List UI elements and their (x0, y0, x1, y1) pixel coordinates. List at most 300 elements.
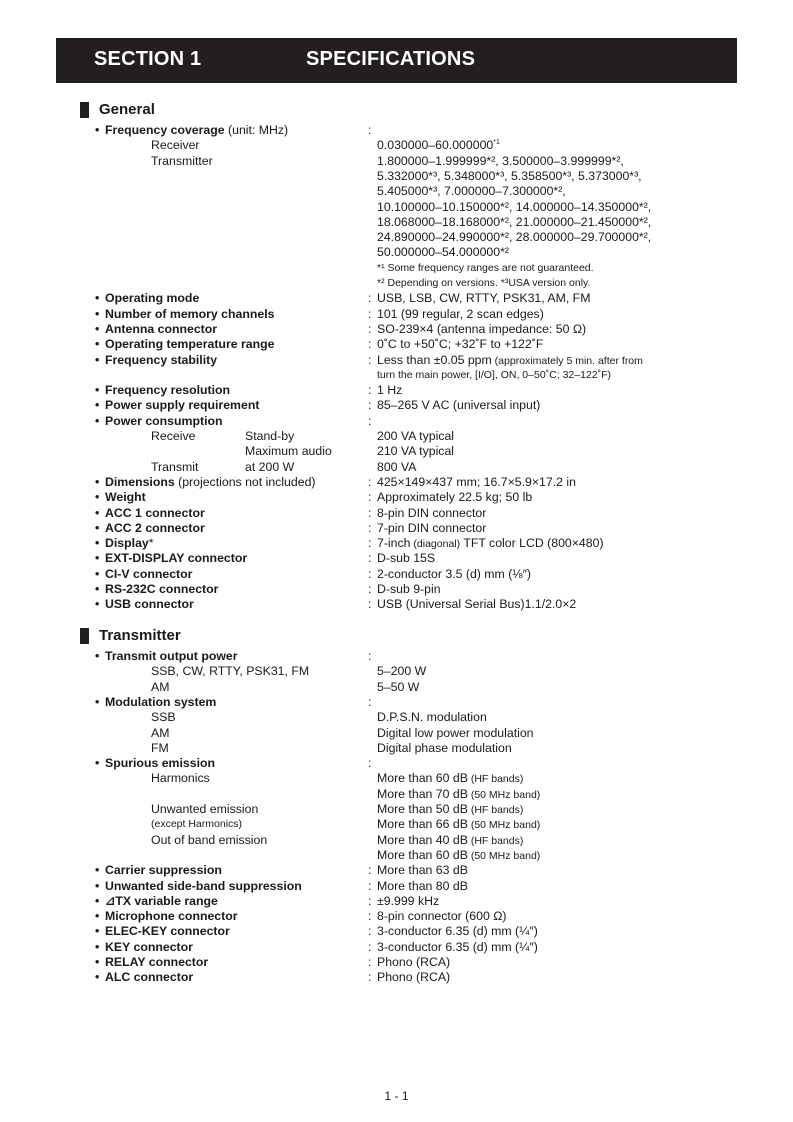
spec-label (105, 291, 199, 306)
spec-row (0, 398, 793, 413)
spec-value-text: More than 60 dB (377, 847, 468, 862)
section-heading-text: Transmitter (99, 627, 181, 644)
spec-value-text: 5.405000*³, 7.000000–7.300000*², (377, 184, 566, 199)
spec-row (0, 787, 793, 802)
spec-row (0, 444, 793, 459)
spec-label-text: Modulation system (105, 694, 217, 709)
spec-colon: : (368, 909, 372, 924)
spec-value (377, 230, 651, 245)
spec-row (0, 817, 793, 832)
spec-row (0, 664, 793, 679)
bullet-marker: • (95, 551, 100, 566)
spec-sub-label-2: at 200 W (245, 459, 295, 474)
spec-value-text: Phono (RCA) (377, 970, 451, 985)
spec-sub-label: (except Harmonics) (151, 818, 243, 831)
spec-value (377, 817, 540, 833)
bullet-marker: • (95, 582, 100, 596)
spec-label-text: ELEC-KEY connector (105, 924, 230, 939)
spec-sub-label-2: Maximum audio (245, 444, 332, 459)
spec-label (105, 924, 230, 939)
spec-value (377, 940, 538, 955)
spec-value-text: D.P.S.N. modulation (377, 710, 487, 725)
spec-label (105, 955, 208, 970)
bullet-marker: • (95, 536, 100, 551)
spec-value-text: Digital phase modulation (377, 740, 512, 755)
spec-value-text: 5–200 W (377, 664, 427, 679)
bullet-marker: • (95, 337, 100, 352)
bullet-marker: • (95, 383, 100, 398)
spec-value-text: 210 VA typical (377, 444, 455, 459)
spec-value (377, 894, 439, 909)
spec-value-text: Digital low power modulation (377, 725, 534, 740)
bullet-marker: • (95, 970, 100, 985)
spec-value (377, 460, 416, 475)
spec-colon: : (368, 123, 372, 137)
spec-value-note: (50 MHz band) (467, 819, 541, 832)
bullet-marker: • (95, 756, 100, 771)
spec-label (105, 506, 205, 521)
spec-value-text: D-sub 9-pin (377, 582, 441, 596)
spec-label (105, 490, 146, 505)
spec-value-text: 101 (99 regular, 2 scan edges) (377, 306, 544, 321)
spec-label (105, 756, 215, 771)
bullet-marker: • (95, 878, 100, 893)
section-title: SPECIFICATIONS (306, 48, 476, 70)
spec-label (105, 695, 216, 710)
spec-value-text: More than 40 dB (377, 832, 468, 847)
spec-value (377, 490, 532, 505)
spec-row (0, 184, 793, 199)
spec-value (377, 771, 523, 787)
spec-colon: : (368, 291, 372, 306)
spec-value-text: More than 66 dB (377, 817, 468, 832)
spec-colon: : (368, 352, 372, 367)
spec-label-text: Frequency resolution (105, 383, 231, 398)
spec-value (377, 200, 651, 215)
spec-value (377, 802, 523, 818)
spec-row (0, 924, 793, 939)
spec-sub-label: Transmitter (151, 153, 213, 168)
spec-value-text: More than 50 dB (377, 802, 468, 816)
section-heading-text: General (99, 101, 155, 118)
spec-label-text: RELAY connector (105, 955, 209, 969)
spec-value-text: 24.890000–24.990000*², 28.000000–29.700000*², (377, 230, 652, 245)
bullet-marker: • (95, 520, 100, 535)
spec-row (0, 741, 793, 756)
spec-label (105, 414, 223, 429)
spec-value-text: 425×149×437 mm; 16.7×5.9×17.2 in (377, 474, 576, 489)
spec-colon: : (368, 474, 372, 489)
spec-label (105, 521, 205, 536)
spec-colon: : (368, 505, 372, 520)
spec-colon: : (368, 536, 372, 551)
spec-row (0, 460, 793, 475)
spec-label-text: ACC 2 connector (105, 520, 205, 535)
spec-label (105, 322, 217, 337)
spec-value (377, 383, 402, 398)
spec-row (0, 802, 793, 817)
spec-value-text: 10.100000–10.150000*², 14.000000–14.350000*², (377, 199, 652, 214)
spec-value-text: Phono (RCA) (377, 955, 451, 969)
bullet-marker: • (95, 863, 100, 878)
bullet-marker: • (95, 352, 100, 367)
spec-row (0, 276, 793, 291)
spec-value (377, 848, 540, 864)
spec-colon: : (368, 566, 372, 581)
spec-value-text: More than 60 dB (377, 771, 468, 786)
spec-label-text: Frequency stability (105, 352, 218, 367)
spec-label-text: Display (105, 536, 149, 551)
spec-row (0, 863, 793, 878)
spec-colon: : (368, 551, 372, 566)
spec-value-text: *¹ Some frequency ranges are not guaranteed. (377, 261, 594, 274)
spec-label-text: USB connector (105, 597, 194, 612)
spec-value-note: (HF bands) (467, 834, 524, 847)
spec-value-text: 0.030000–60.000000 (377, 138, 494, 153)
spec-row (0, 230, 793, 245)
spec-colon: : (368, 398, 372, 413)
spec-label-text: Carrier suppression (105, 863, 222, 878)
spec-label (105, 383, 230, 398)
spec-row (0, 337, 793, 352)
spec-label-text: KEY connector (105, 939, 193, 954)
spec-value (377, 909, 507, 924)
bullet-marker: • (95, 474, 100, 489)
spec-value (377, 863, 468, 878)
spec-label-text: Antenna connector (105, 321, 218, 336)
spec-label (105, 337, 274, 352)
spec-row (0, 429, 793, 444)
spec-value (377, 291, 590, 306)
spec-label (105, 536, 154, 551)
spec-row (0, 490, 793, 505)
spec-row (0, 909, 793, 924)
spec-value (377, 353, 643, 369)
spec-colon: : (368, 970, 372, 985)
spec-value (377, 955, 450, 970)
spec-value (377, 138, 500, 153)
bullet-marker: • (95, 321, 100, 336)
spec-value-text: 3-conductor 6.35 (d) mm (¼″) (377, 939, 538, 954)
spec-sub-label: Receive (151, 429, 196, 443)
spec-colon: : (368, 649, 372, 663)
spec-label (105, 307, 274, 322)
spec-sub-label: AM (151, 679, 170, 694)
spec-value-text: 0˚C to +50˚C; +32˚F to +122˚F (377, 337, 544, 352)
spec-value (377, 879, 468, 894)
spec-value-text: 7-inch (377, 536, 411, 551)
bullet-marker: • (95, 649, 100, 663)
spec-row (0, 680, 793, 695)
spec-value (377, 215, 651, 230)
spec-label (105, 398, 259, 413)
spec-label (105, 970, 193, 985)
spec-value (377, 726, 534, 741)
spec-value-text-cont: TFT color LCD (800×480) (460, 536, 604, 551)
spec-sub-label: Receiver (151, 138, 200, 153)
spec-value (377, 154, 624, 169)
section-number: SECTION 1 (94, 48, 202, 70)
spec-row (0, 879, 793, 894)
spec-row (0, 567, 793, 582)
spec-row (0, 215, 793, 230)
spec-colon: : (368, 383, 372, 398)
spec-colon: : (368, 490, 372, 505)
spec-label-text: EXT-DISPLAY connector (105, 551, 248, 566)
spec-value-note: (HF bands) (467, 773, 524, 786)
spec-value-text: 200 VA typical (377, 429, 455, 443)
spec-row (0, 894, 793, 909)
spec-value (377, 444, 454, 459)
spec-value-text: turn the main power, [I/O], ON, 0–50˚C; 32–122˚F) (377, 368, 612, 381)
spec-value-text: *² Depending on versions. *³USA version only. (377, 277, 591, 289)
spec-value-text: 3-conductor 6.35 (d) mm (¼″) (377, 924, 538, 939)
spec-value (377, 970, 450, 985)
spec-value-note: (50 MHz band) (467, 788, 541, 801)
bullet-marker: • (95, 597, 100, 612)
spec-value (377, 475, 576, 490)
spec-value-text: More than 80 dB (377, 878, 468, 893)
bullet-marker: • (95, 694, 100, 709)
spec-row (0, 597, 793, 612)
spec-value-text: 8-pin DIN connector (377, 505, 487, 520)
spec-row (0, 368, 793, 383)
spec-label-text: Number of memory channels (105, 306, 275, 321)
bullet-marker: • (95, 123, 100, 137)
spec-row (0, 245, 793, 260)
spec-colon: : (368, 924, 372, 939)
spec-label-text: Power consumption (105, 413, 223, 428)
spec-value-text: USB (Universal Serial Bus)1.1/2.0×2 (377, 597, 577, 612)
spec-label-text: Operating temperature range (105, 337, 275, 352)
spec-row (0, 169, 793, 184)
spec-value (377, 536, 604, 552)
spec-label (105, 551, 247, 566)
bullet-marker: • (95, 490, 100, 505)
spec-value-text: 7-pin DIN connector (377, 520, 487, 535)
spec-row (0, 536, 793, 551)
spec-colon: : (368, 413, 372, 428)
spec-label (105, 649, 238, 664)
footnote-mark: *1 (493, 139, 500, 147)
bullet-marker: • (95, 893, 100, 908)
spec-label-text: Power supply requirement (105, 398, 260, 413)
spec-value (377, 664, 426, 679)
spec-label (105, 597, 194, 612)
spec-value (377, 245, 509, 260)
spec-value-text: 5.332000*³, 5.348000*³, 5.358500*³, 5.373000*³, (377, 168, 642, 183)
spec-row (0, 138, 793, 153)
spec-value (377, 521, 486, 536)
spec-row (0, 551, 793, 566)
spec-row (0, 771, 793, 786)
spec-value-note: (approximately 5 min. after from (491, 354, 643, 367)
bullet-marker: • (95, 909, 100, 924)
spec-row (0, 307, 793, 322)
spec-label (105, 475, 316, 490)
spec-row (0, 506, 793, 521)
spec-label-text: Unwanted side-band suppression (105, 878, 302, 893)
spec-sub-label: FM (151, 740, 169, 755)
bullet-marker: • (95, 566, 100, 581)
spec-label (105, 567, 192, 582)
spec-sub-label-2: Stand-by (245, 429, 295, 443)
page-number: 1 - 1 (384, 1089, 409, 1103)
spec-value (377, 551, 435, 566)
spec-sub-label: Harmonics (151, 771, 210, 786)
spec-value-text: ±9.999 kHz (377, 893, 440, 908)
spec-row (0, 955, 793, 970)
spec-row (0, 200, 793, 215)
spec-row (0, 261, 793, 276)
spec-row (0, 353, 793, 368)
spec-label (105, 940, 193, 955)
bullet-marker: • (95, 505, 100, 520)
spec-value (377, 322, 586, 337)
spec-label (105, 123, 288, 138)
spec-label-note: (unit: MHz) (224, 123, 289, 137)
spec-colon: : (368, 520, 372, 535)
spec-colon: : (368, 756, 372, 771)
spec-row (0, 154, 793, 169)
spec-colon: : (368, 337, 372, 352)
spec-row (0, 291, 793, 306)
spec-value-text: More than 63 dB (377, 863, 468, 878)
spec-value-text: 800 VA (377, 459, 417, 474)
spec-value (377, 169, 642, 184)
spec-sub-label: Unwanted emission (151, 802, 259, 816)
spec-sub-label: SSB (151, 710, 176, 725)
spec-row (0, 521, 793, 536)
spec-label (105, 582, 218, 597)
heading-bar-marker (80, 628, 89, 644)
spec-value-text: USB, LSB, CW, RTTY, PSK31, AM, FM (377, 291, 591, 306)
spec-row (0, 970, 793, 985)
spec-value (377, 429, 454, 444)
spec-row (0, 695, 793, 710)
spec-value-text: 8-pin connector (600 Ω) (377, 909, 507, 924)
spec-label (105, 894, 218, 909)
spec-value-text: Approximately 22.5 kg; 50 lb (377, 490, 533, 505)
spec-row (0, 475, 793, 490)
spec-value-note: (HF bands) (467, 804, 524, 816)
spec-label-text: CI-V connector (105, 566, 193, 581)
spec-value-text: 1 Hz (377, 383, 403, 398)
spec-colon: : (368, 939, 372, 954)
spec-value (377, 567, 531, 582)
spec-sub-label: Out of band emission (151, 832, 268, 847)
spec-label-text: Microphone connector (105, 909, 238, 924)
spec-label-text: ALC connector (105, 970, 194, 985)
spec-sub-label: AM (151, 725, 170, 740)
spec-value (377, 276, 590, 291)
spec-value-text: 50.000000–54.000000*² (377, 245, 509, 260)
bullet-marker: • (95, 413, 100, 428)
spec-colon: : (368, 582, 372, 596)
spec-value (377, 710, 487, 725)
spec-value (377, 924, 538, 939)
spec-row (0, 848, 793, 863)
spec-row (0, 383, 793, 398)
spec-sub-label: Transmit (151, 459, 199, 474)
spec-row (0, 582, 793, 597)
section-header-bar (56, 38, 737, 83)
spec-value (377, 506, 486, 521)
spec-label-text: ACC 1 connector (105, 505, 205, 520)
spec-value (377, 833, 523, 849)
spec-label-text: Weight (105, 490, 146, 505)
spec-colon: : (368, 955, 372, 969)
spec-row (0, 649, 793, 664)
spec-label-text: ⊿TX variable range (105, 893, 218, 908)
spec-label-text: RS-232C connector (105, 582, 219, 596)
spec-colon: : (368, 878, 372, 893)
spec-label (105, 909, 238, 924)
bullet-marker: • (95, 398, 100, 413)
bullet-marker: • (95, 955, 100, 969)
spec-label-text: Frequency coverage (105, 123, 225, 137)
spec-value (377, 582, 441, 597)
spec-value-text: More than 70 dB (377, 786, 468, 801)
spec-row (0, 414, 793, 429)
spec-value (377, 741, 512, 756)
spec-value-text: 1.800000–1.999999*², 3.500000–3.999999*², (377, 153, 624, 168)
spec-value (377, 261, 594, 276)
spec-row (0, 756, 793, 771)
spec-label-text: Spurious emission (105, 756, 216, 771)
spec-colon: : (368, 893, 372, 908)
spec-value-text: SO-239×4 (antenna impedance: 50 Ω) (377, 321, 587, 336)
spec-value-note: (50 MHz band) (467, 849, 541, 862)
bullet-marker: • (95, 924, 100, 939)
spec-colon: : (368, 694, 372, 709)
spec-value (377, 680, 419, 695)
spec-row (0, 833, 793, 848)
spec-value (377, 597, 576, 612)
spec-row (0, 940, 793, 955)
spec-value (377, 368, 611, 383)
bullet-marker: • (95, 306, 100, 321)
spec-sub-label: SSB, CW, RTTY, PSK31, FM (151, 664, 310, 679)
bullet-marker: • (95, 939, 100, 954)
bullet-marker: • (95, 291, 100, 306)
spec-colon: : (368, 321, 372, 336)
spec-label (105, 863, 222, 878)
spec-label-note: * (148, 536, 154, 551)
spec-label-text: Dimensions (105, 474, 175, 489)
spec-label-text: Operating mode (105, 291, 200, 306)
spec-value (377, 787, 540, 803)
spec-row (0, 123, 793, 138)
spec-value (377, 307, 544, 322)
spec-value-text: 18.068000–18.168000*², 21.000000–21.450000*², (377, 214, 652, 229)
heading-bar-marker (80, 102, 89, 118)
spec-label (105, 353, 217, 368)
spec-value-text: Less than ±0.05 ppm (377, 352, 492, 367)
spec-value-text: 85–265 V AC (universal input) (377, 398, 541, 413)
spec-colon: : (368, 306, 372, 321)
spec-value (377, 184, 566, 199)
spec-colon: : (368, 863, 372, 878)
spec-label-text: Transmit output power (105, 649, 238, 663)
spec-value-text: 5–50 W (377, 679, 420, 694)
spec-value-note: (diagonal) (410, 538, 461, 551)
spec-value-text: 2-conductor 3.5 (d) mm (⅛″) (377, 566, 532, 581)
spec-label (105, 879, 302, 894)
spec-value (377, 398, 540, 413)
spec-value (377, 337, 543, 352)
spec-row (0, 710, 793, 725)
